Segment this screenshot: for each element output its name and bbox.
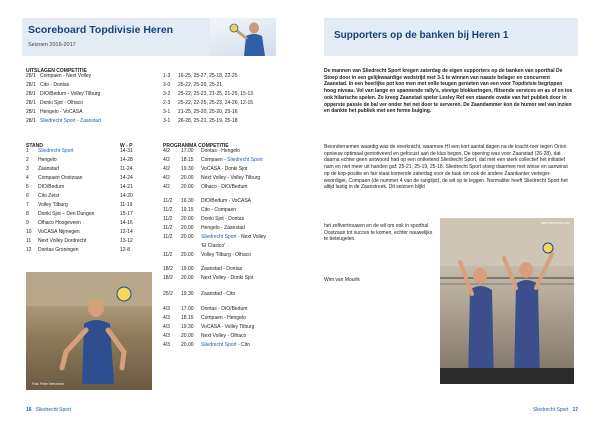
program-date: 25/2 [163,291,173,297]
program-match: Donki Sjot - Dontas [201,216,245,222]
program-match: Zaanstad - Dontas [201,266,243,272]
standings-list [26,147,146,255]
program-time: 20.00 [181,234,194,240]
program-match: VoCASA - Donki Sjot [201,166,248,172]
result-match: DIO/Bedum - Volley Tilburg [40,91,101,97]
program-match: Cito - Compaen [201,207,237,213]
standing-row [26,192,146,201]
standing-team: Cito Zeist [38,193,60,199]
result-match: Hengelo - VoCASA [40,109,83,115]
program-time: 20.00 [181,175,194,181]
article-title: Supporters op de banken bij Heren 1 [334,30,509,41]
result-date: 28/1 [26,100,36,106]
program-date: 4/2 [163,148,170,154]
result-sets: 16-25, 25-27, 25-18, 22-25 [178,73,238,79]
program-row [163,147,293,156]
program-match: Dontas - DIO/Bedum [201,306,248,312]
standing-position: 1 [26,148,29,154]
standing-wp: 12-8 [120,247,131,253]
result-score: 3-0 [163,82,171,88]
program-time: 17.00 [181,148,194,154]
right-footer [533,407,578,413]
results-header: UITSLAGEN COMPETITIE [26,68,87,74]
program-match: Compaen - Sliedrecht Sport [201,157,263,163]
program-time: 18.15 [181,157,194,163]
program-block [163,147,293,192]
standing-team: Zaanstad [38,166,59,172]
standing-team: DIO/Bedum [38,184,65,190]
program-time: 20.00 [181,342,194,348]
standing-row [26,183,146,192]
standing-position: 12 [26,247,32,253]
program-match: Zaanstad - Cito [201,291,236,297]
result-match: Compaen - Next Volley [40,73,92,79]
program-row [163,251,293,260]
program-time: 20.00 [181,333,194,339]
standing-team: Volley Tilburg [38,202,68,208]
result-row [26,81,276,90]
article-intro: De mannen van Sliedrecht Sport kregen zaterdag de eigen supporters op de banken van sporthal De Stoep door in een gelijkwaardige wedstrijd met 3-1 te winnen van naaste belager en concurrent Zaanstad. In een heerlijke pot kon men met volle teugen genieten van een voor Topdivisie begrippen hoog niveau. Vol van lange en spannende rally's, stevige blokkeringen, flitsende services en as of en toe ook hilarische spelen. Zo kreeg Zaanstad speler Lesley Ref een staande ovatie van het publiek door in opperste passie de bal ver onder het net door te serveren. De Zaandammer kon de humor wel van inzien en dankte het publiek met een ferme buiging. [324,68,573,115]
season-subtitle: Seizoen 2016-2017 [28,42,76,48]
photo-credit: Foto: Peter Verhoeven [32,382,64,386]
standing-row [26,201,146,210]
program-time: 16.30 [181,198,194,204]
program-date: 4/2 [163,184,170,190]
standing-row [26,228,146,237]
program-block [163,265,293,283]
standing-wp: 14-16 [120,220,133,226]
program-row [163,242,293,251]
standing-row [26,174,146,183]
header-player-photo [210,18,276,56]
program-match: Next Volley - Olhaco [201,333,247,339]
result-score: 3-1 [163,118,171,124]
program-date: 4/2 [163,175,170,181]
program-match-highlight: Sliedrecht Sport [201,234,237,240]
program-match: Sliedrecht Sport - Cito [201,342,250,348]
program-time: 20.00 [181,225,194,231]
article-body-continued: het zelfvertrouwen en de wil om ook in sporthal Oostzaan tot succes te komen, echter nauwelijks te beteugelen. [324,223,433,243]
result-match: Cito - Dontas [40,82,70,88]
article-body: Beiondernemen waardig was de veerkracht, waarmee HI een kort aantal dagen na de kracht-toer tegen Orion opnieuw optimaal gemotiveerd en gefocust aan de klus begon. De opening was voor Zaanstad (26-28), dat daarna echter geen antwoord had op een ontketend Sliedrecht Sport, dat met een sterk collectief het initiatief nam en niet meer uit handen gaf: 25-21; 25-19, 25-18. Sliedrecht Sport stoeg daarmee met winse en aanwinst op de kop-positie en fan staat komende zaterdag voor de taak om ook de andere Zaankanter verteger-woordiger, Compaen (de nummer 4 van de ranglijst), de wit op te leggen. Normaliter heeft Sliedrecht Sport het altijd lastig in de Zaanstreek. Dit seizoen blijkt [324,144,568,191]
standing-wp: 13-12 [120,238,133,244]
standing-position: 6 [26,193,29,199]
program-row [163,332,293,341]
program-match: Volley Tilburg - Olhaco [201,252,252,258]
program-row [163,183,293,192]
scoreboard-header [22,18,276,56]
standing-wp: 12-14 [120,229,133,235]
standings-wp-header: W - P [120,143,133,149]
program-time: 20.00 [181,275,194,281]
program-date: 11/2 [163,216,173,222]
program-time: 19.30 [181,166,194,172]
program-date: 11/2 [163,207,173,213]
standing-wp: 14-28 [120,157,133,163]
result-sets: 21-25, 25-20, 25-20, 25-16 [178,109,238,115]
right-footer-brand: Sliedrecht Sport [532,407,569,413]
program-row [163,290,293,299]
program-date: 4/2 [163,157,170,163]
standing-row [26,219,146,228]
program-match: Next Volley - Donki Sjot [201,275,254,281]
program-time: 19.15 [181,207,194,213]
program-row [163,265,293,274]
standing-team: Dontas Groningen [38,247,79,253]
result-sets: 25-22, 25-23, 21-25, 21-25, 15-13 [178,91,254,97]
program-date: 4/3 [163,315,170,321]
program-match: Compaen - Hengelo [201,315,246,321]
program-date: 18/2 [163,266,173,272]
standing-wp: 14-24 [120,175,133,181]
right-page-number: 17 [572,407,578,413]
program-match: DIO/Bedum - VoCASA [201,198,252,204]
result-date: 28/1 [26,82,36,88]
program-match: Dontas - Hengelo [201,148,240,154]
result-score: 2-3 [163,100,171,106]
results-list [26,72,276,126]
program-time: 20.00 [181,252,194,258]
program-row [163,323,293,332]
article-author: Wim van Mourik [324,277,360,283]
standing-position: 10 [26,229,32,235]
standing-wp: 11-24 [120,166,133,172]
left-page-number: 16 [26,407,32,413]
program-date: 18/2 [163,275,173,281]
result-match: Donki Sjot - Olhaco [40,100,84,106]
program-match: Olhaco - DIO/Bedum [201,184,248,190]
standing-position: 4 [26,175,29,181]
program-match: Hengelo - Zaanstad [201,225,245,231]
result-sets: 25-22, 22-25, 25-23, 24-26, 12-15 [178,100,254,106]
program-row [163,233,293,242]
left-footer [26,407,71,413]
program-block [163,305,293,350]
program-date: 11/2 [163,234,173,240]
standing-row [26,246,146,255]
standing-row [26,237,146,246]
program-row [163,174,293,183]
program-row [163,274,293,283]
standing-row [26,165,146,174]
program-row [163,165,293,174]
program-date: 4/3 [163,333,170,339]
team-celebration-photo [440,218,574,384]
standing-position: 9 [26,220,29,226]
standing-team: Compaen Oostzaan [38,175,83,181]
left-footer-brand: Sliedrecht Sport [35,407,72,413]
program-time: 20.00 [181,216,194,222]
volleyball-action-photo [26,272,152,390]
result-date: 28/1 [26,109,36,115]
program-row [163,197,293,206]
standing-row [26,210,146,219]
result-row [26,90,276,99]
result-row [26,108,276,117]
program-row [163,224,293,233]
result-row [26,72,276,81]
program-header: PROGRAMMA COMPETITIE [163,143,229,149]
standing-row [26,147,146,156]
scoreboard-title: Scoreboard Topdivisie Heren [28,24,174,36]
standing-team: Hengelo [38,157,57,163]
program-row [163,341,293,350]
program-match-highlight: Sliedrecht Sport [201,342,237,348]
standing-wp: 15-17 [120,211,133,217]
program-time: 20.00 [181,184,194,190]
program-row [163,215,293,224]
standing-position: 5 [26,184,29,190]
program-time: 19.00 [181,266,194,272]
result-score: 3-1 [163,109,171,115]
standing-row [26,156,146,165]
program-match: Sliedrecht Sport - Next Volley [201,234,267,240]
program-row [163,206,293,215]
standing-position: 2 [26,157,29,163]
program-row [163,305,293,314]
program-match: 'El Clasico' [201,243,226,249]
standing-position: 8 [26,211,29,217]
right-page [300,0,600,425]
program-block [163,197,293,260]
standing-wp: 11-19 [120,202,133,208]
standing-team: Sliedrecht Sport [38,148,74,154]
program-time: 18.15 [181,315,194,321]
program-match: Next Volley - Volley Tilburg [201,175,261,181]
program-row [163,314,293,323]
standing-team: VoCASA Nijmegen [38,229,80,235]
result-date: 28/1 [26,91,36,97]
result-row [26,99,276,108]
program-date: 4/2 [163,166,170,172]
result-row [26,117,276,126]
program-time: 17.00 [181,306,194,312]
photo-watermark: peter verhoeven foto [540,221,570,225]
standing-position: 11 [26,238,32,244]
program-match-highlight: Sliedrecht Sport [227,157,263,163]
program-time: 19.30 [181,324,194,330]
program-date: 11/2 [163,252,173,258]
program-date: 4/3 [163,324,170,330]
result-match: Sliedrecht Sport - Zaanstad [40,118,101,124]
standings-header: STAND [26,143,43,149]
standing-team: Olhaco Hoogeveen [38,220,81,226]
result-sets: 26-28, 25-21, 25-19, 25-18 [178,118,238,124]
standing-position: 3 [26,166,29,172]
result-date: 28/1 [26,118,36,124]
result-sets: 25-22, 25-20, 25-21 [178,82,222,88]
result-score: 3-2 [163,91,171,97]
program-match: VoCASA - Volley Tilburg [201,324,255,330]
program-date: 11/2 [163,225,173,231]
program-block [163,290,293,299]
standing-wp: 14-31 [120,148,133,154]
standing-wp: 14-21 [120,184,133,190]
program-date: 11/2 [163,198,173,204]
standing-position: 7 [26,202,29,208]
result-score: 1-3 [163,73,171,79]
program-date: 4/3 [163,342,170,348]
standing-wp: 14-20 [120,193,133,199]
standing-team: Next Volley Dordrecht [38,238,87,244]
standing-team: Donki Sjot – Den Dungen [38,211,95,217]
program-time: 19.30 [181,291,194,297]
program-row [163,156,293,165]
result-date: 28/1 [26,73,36,79]
program-date: 4/3 [163,306,170,312]
article-header [324,18,578,56]
